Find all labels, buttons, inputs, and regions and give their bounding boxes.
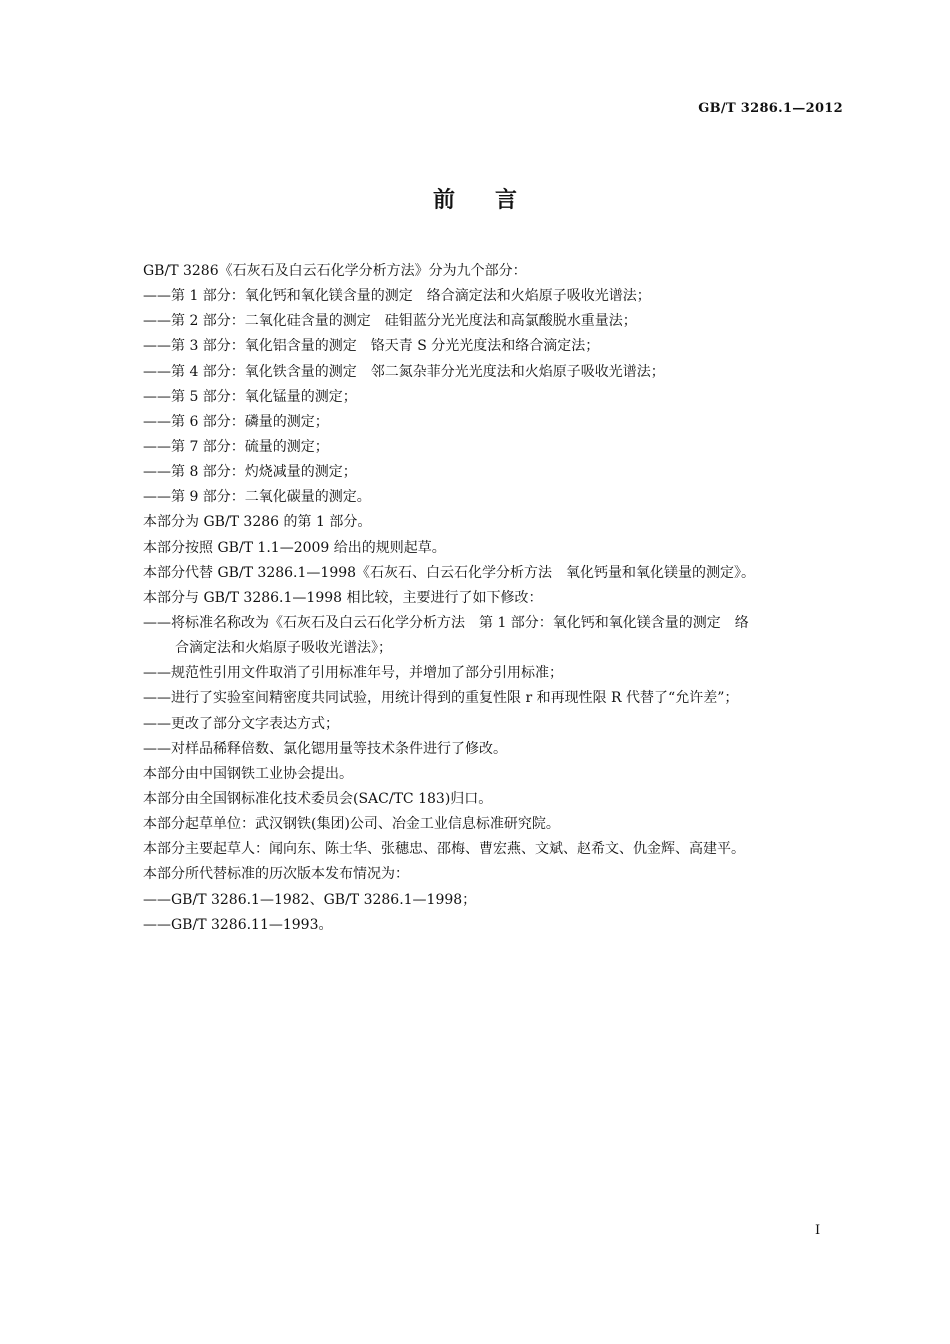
paragraph-line: ——第 4 部分：氧化铁含量的测定 邻二氮杂菲分光光度法和火焰原子吸收光谱法； [143, 363, 665, 380]
paragraph-line: ——规范性引用文件取消了引用标准年号，并增加了部分引用标准； [143, 665, 563, 682]
paragraph-line: 合滴定法和火焰原子吸收光谱法》； [175, 640, 392, 657]
page-title [0, 183, 950, 214]
paragraph-line: 本部分由全国钢标准化技术委员会(SAC/TC 183)归口。 [143, 790, 493, 807]
paragraph-line: 本部分由中国钢铁工业协会提出。 [143, 765, 353, 782]
paragraph-line: ——将标准名称改为《石灰石及白云石化学分析方法 第 1 部分：氧化钙和氧化镁含量的测定 络 [143, 614, 749, 631]
paragraph-line: 本部分起草单位：武汉钢铁(集团)公司、冶金工业信息标准研究院。 [143, 816, 560, 833]
paragraph-line: 本部分为 GB/T 3286 的第 1 部分。 [143, 514, 372, 531]
paragraph-line: GB/T 3286《石灰石及白云石化学分析方法》分为九个部分： [143, 263, 527, 279]
paragraph-line: ——第 3 部分：氧化铝含量的测定 铬天青 S 分光光度法和络合滴定法； [143, 338, 600, 355]
page-number: I [815, 1223, 821, 1238]
paragraph-line: 本部分代替 GB/T 3286.1—1998《石灰石、白云石化学分析方法 氧化钙量和氧化镁量的测定》。 [143, 564, 756, 581]
paragraph-line: ——对样品稀释倍数、氯化锶用量等技术条件进行了修改。 [143, 740, 507, 757]
title-char: 言 [495, 188, 518, 213]
paragraph-line: ——第 7 部分：硫量的测定； [143, 438, 329, 455]
paragraph-line: ——第 5 部分：氧化锰量的测定； [143, 388, 357, 405]
paragraph-line: ——第 2 部分：二氧化硅含量的测定 硅钼蓝分光光度法和高氯酸脱水重量法； [143, 313, 637, 330]
paragraph-line: 本部分与 GB/T 3286.1—1998 相比较，主要进行了如下修改： [143, 589, 543, 606]
paragraph-line: ——第 9 部分：二氧化碳量的测定。 [143, 489, 371, 506]
paragraph-line: 本部分按照 GB/T 1.1—2009 给出的规则起草。 [143, 539, 446, 556]
foreword-body [143, 259, 853, 938]
paragraph-line: ——更改了部分文字表达方式； [143, 715, 339, 732]
paragraph-line: ——第 6 部分：磷量的测定； [143, 413, 329, 430]
paragraph-line: ——GB/T 3286.1—1982、GB/T 3286.1—1998； [143, 891, 477, 908]
paragraph-line: 本部分主要起草人：闻向东、陈士华、张穗忠、邵梅、曹宏燕、文斌、赵希文、仇金辉、高建平。 [143, 841, 745, 858]
paragraph-line: ——GB/T 3286.11—1993。 [143, 916, 333, 933]
title-char: 前 [432, 188, 455, 213]
paragraph-line: ——第 1 部分：氧化钙和氧化镁含量的测定 络合滴定法和火焰原子吸收光谱法； [143, 288, 651, 305]
paragraph-line: ——进行了实验室间精密度共同试验，用统计得到的重复性限 r 和再现性限 R 代替了“允许差”； [143, 690, 739, 707]
paragraph-line: ——第 8 部分：灼烧减量的测定； [143, 464, 357, 481]
standard-number-header: GB/T 3286.1—2012 [698, 101, 843, 116]
paragraph-line: 本部分所代替标准的历次版本发布情况为： [143, 866, 409, 883]
